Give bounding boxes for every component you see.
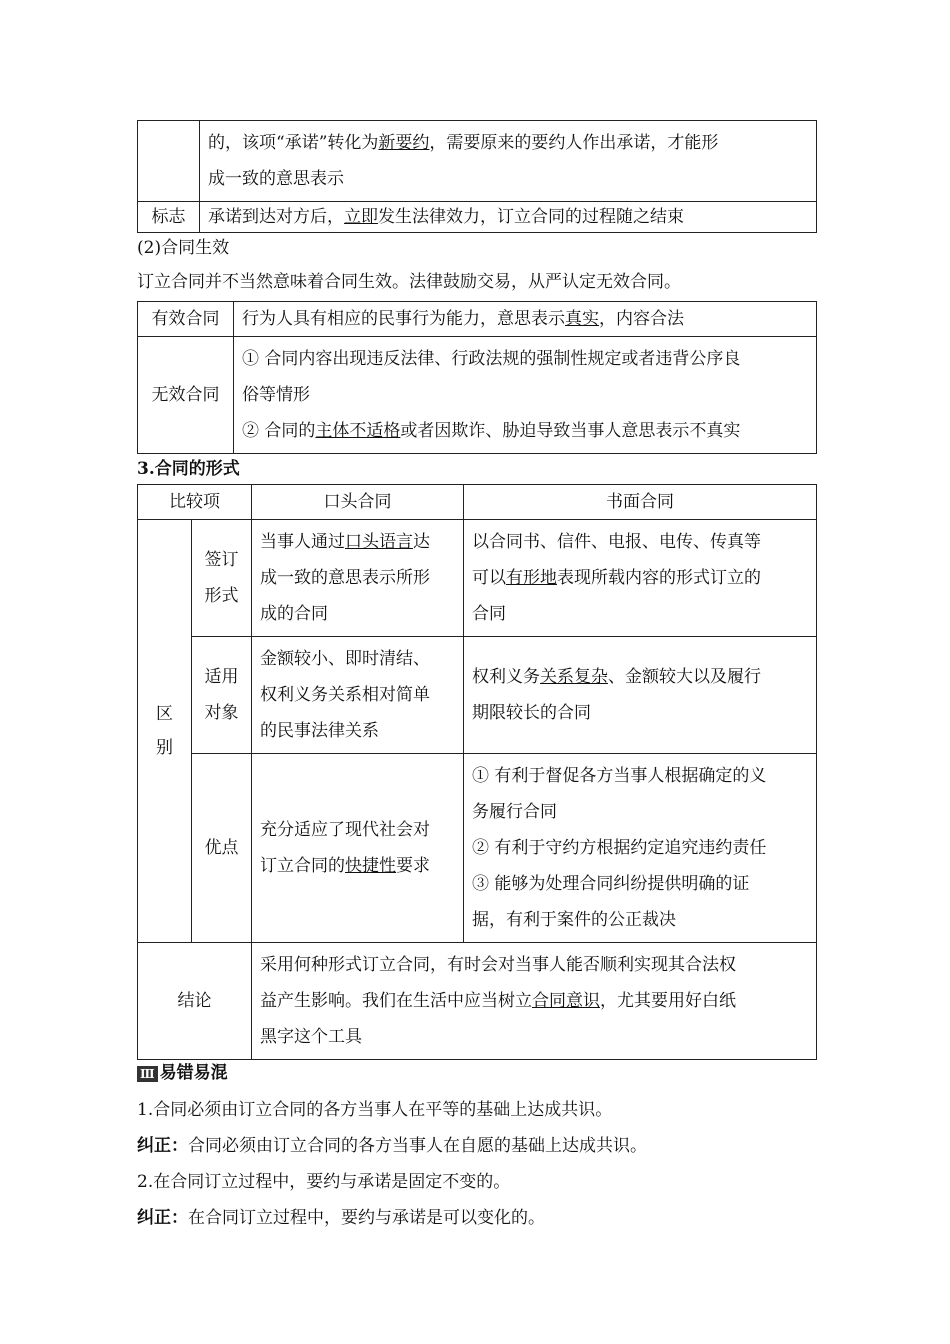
validity-table [137, 301, 817, 454]
underlined-term: 有形地 [506, 568, 557, 588]
row-label: 结论 [138, 943, 252, 1060]
table-header-row [138, 485, 817, 520]
row-label: 无效合同 [138, 337, 234, 454]
written-cell: 以合同书、信件、电报、电传、传真等 可以有形地表现所载内容的形式订立的 合同 [464, 520, 817, 637]
group-label: 区 别 [138, 520, 192, 943]
row-label: 优点 [192, 754, 252, 943]
paragraph: 订立合同并不当然意味着合同生效。法律鼓励交易，从严认定无效合同。 [137, 272, 681, 292]
table-row [138, 754, 817, 943]
written-cell: ① 有利于督促各方当事人根据确定的义 务履行合同 ② 有利于守约方根据约定追究违约责任 ③ 能够为处理合同纠纷提供明确的证 据，有利于案件的公正裁决 [464, 754, 817, 943]
row-label [138, 121, 200, 202]
column-header: 书面合同 [464, 485, 817, 520]
underlined-term: 主体不适格 [315, 421, 401, 441]
errata-heading: Ⅲ 易错易混 [137, 1060, 817, 1086]
underlined-term: 真实 [565, 309, 599, 329]
section-heading: (2)合同生效 [137, 238, 230, 258]
oral-cell: 充分适应了现代社会对 订立合同的快捷性要求 [252, 754, 464, 943]
row-content: 的，该项“承诺”转化为新要约，需要原来的要约人作出承诺，才能形 成一致的意思表示 [200, 121, 817, 202]
underlined-term: 口头语言 [345, 532, 413, 552]
row-content: ① 合同内容出现违反法律、行政法规的强制性规定或者违背公序良 俗等情形 ② 合同的主体不适格或者因欺诈、胁迫导致当事人意思表示不真实 [234, 337, 817, 454]
row-content: 承诺到达对方后，立即发生法律效力，订立合同的过程随之结束 [200, 202, 817, 233]
table-row [138, 943, 817, 1060]
table-row [138, 637, 817, 754]
oral-cell: 当事人通过口头语言达 成一致的意思表示所形 成的合同 [252, 520, 464, 637]
errata-item: 2.在合同订立过程中，要约与承诺是固定不变的。 [137, 1172, 511, 1192]
contract-form-table [137, 484, 817, 1060]
underlined-term: 快捷性 [345, 856, 396, 876]
underlined-term: 关系复杂 [540, 667, 608, 687]
conclusion-cell: 采用何种形式订立合同，有时会对当事人能否顺利实现其合法权 益产生影响。我们在生活中应当树立合同意识，尤其要用好白纸 黑字这个工具 [252, 943, 817, 1060]
underlined-term: 新要约 [378, 133, 430, 153]
written-cell: 权利义务关系复杂、金额较大以及履行 期限较长的合同 [464, 637, 817, 754]
table-row [138, 337, 817, 454]
table-row [138, 302, 817, 337]
underlined-term: 合同意识 [532, 991, 600, 1011]
offer-acceptance-table [137, 120, 817, 233]
page-content [137, 120, 817, 1236]
row-label: 标志 [138, 202, 200, 233]
section-heading: 3.合同的形式 [137, 459, 240, 479]
table-row [138, 520, 817, 637]
section-badge: Ⅲ [137, 1066, 158, 1082]
row-label: 签订 形式 [192, 520, 252, 637]
errata-correction: 纠正：在合同订立过程中，要约与承诺是可以变化的。 [137, 1208, 545, 1228]
underlined-term: 立即 [344, 207, 378, 227]
row-label: 适用 对象 [192, 637, 252, 754]
column-header: 比较项 [138, 485, 252, 520]
errata-list [137, 1092, 817, 1236]
errata-correction: 纠正：合同必须由订立合同的各方当事人在自愿的基础上达成共识。 [137, 1136, 647, 1156]
errata-item: 1.合同必须由订立合同的各方当事人在平等的基础上达成共识。 [137, 1100, 613, 1120]
oral-cell: 金额较小、即时清结、 权利义务关系相对简单 的民事法律关系 [252, 637, 464, 754]
table-row [138, 202, 817, 233]
row-content: 行为人具有相应的民事行为能力，意思表示真实，内容合法 [234, 302, 817, 337]
row-label: 有效合同 [138, 302, 234, 337]
column-header: 口头合同 [252, 485, 464, 520]
table-row [138, 121, 817, 202]
